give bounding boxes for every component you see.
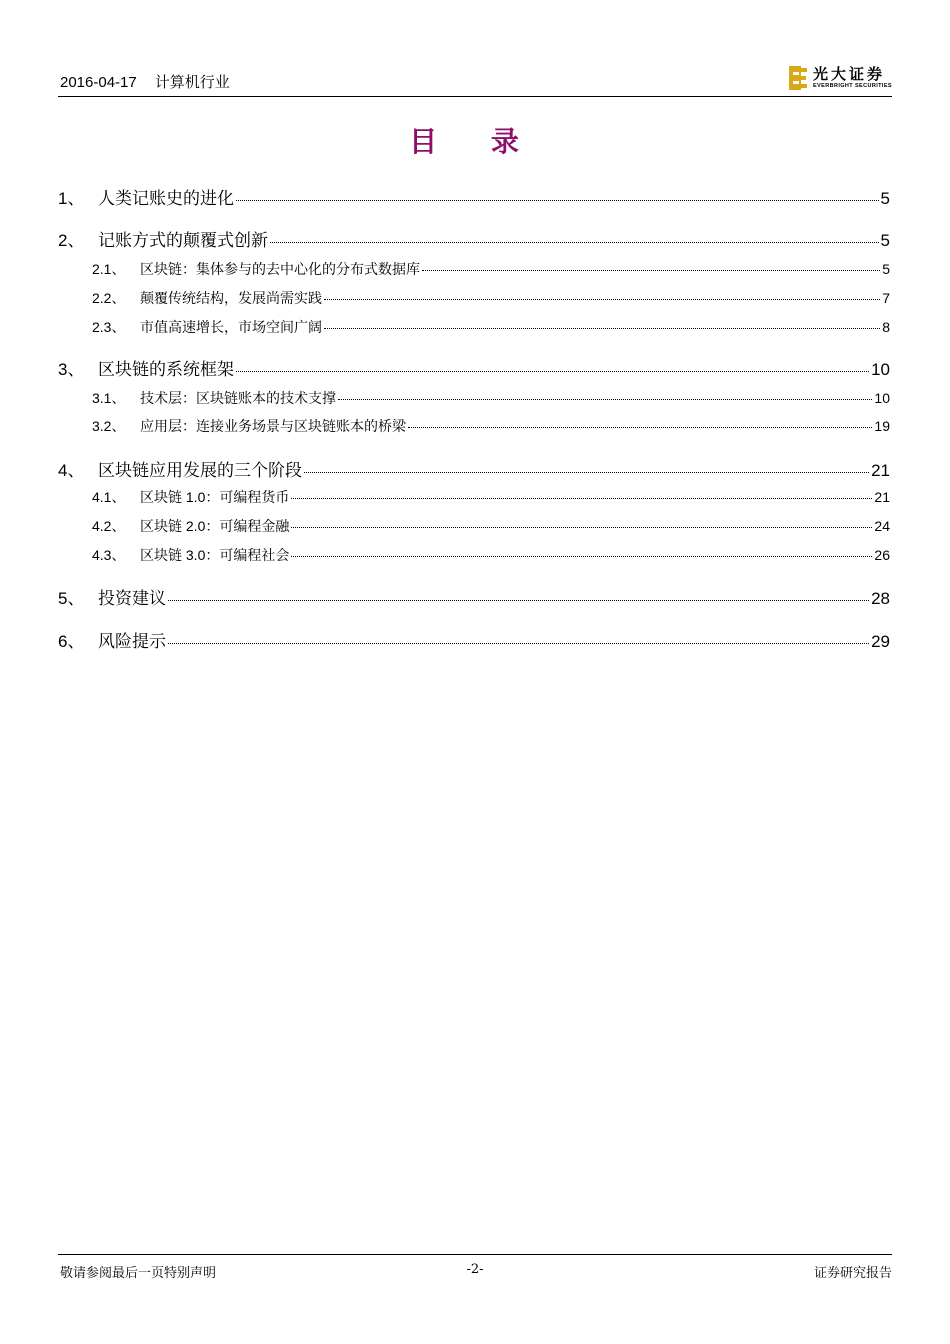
toc-subentry[interactable]: [58, 259, 890, 279]
toc-subentry[interactable]: [58, 288, 890, 308]
toc-entry-title: 人类记账史的进化: [98, 189, 234, 208]
page-header: [58, 56, 892, 97]
toc-page-number: 26: [874, 547, 890, 563]
toc-entry-number: 6、: [58, 632, 85, 651]
toc-page-number: 29: [871, 632, 890, 651]
toc-dot-leader: [168, 643, 869, 644]
toc-dot-leader: [304, 472, 869, 473]
toc-entry-title: 记账方式的颠覆式创新: [98, 231, 268, 250]
toc-entry-number: 4.3、: [92, 547, 126, 563]
footer-report-type: 证券研究报告: [813, 1266, 892, 1281]
toc-dot-leader: [291, 527, 872, 528]
toc-entry-number: 4.1、: [92, 489, 126, 505]
toc-entry-number: 2、: [58, 231, 85, 250]
toc-entry-title: 颠覆传统结构，发展尚需实践: [140, 290, 322, 306]
logo-english-name: EVERBRIGHT SECURITIES: [813, 83, 892, 89]
toc-entry-number: 5、: [58, 589, 85, 608]
toc-page-number: 21: [871, 461, 890, 480]
toc-page-number: 24: [874, 518, 890, 534]
toc-page-number: 10: [871, 360, 890, 379]
toc-subentry[interactable]: [58, 516, 890, 536]
toc-entry[interactable]: [58, 355, 890, 380]
toc-page-number: 19: [874, 418, 890, 434]
toc-subentry[interactable]: [58, 487, 890, 507]
toc-page-number: 21: [874, 489, 890, 505]
toc-entry-number: 3.2、: [92, 418, 126, 434]
toc-entry-title: 区块链 2.0：可编程金融: [140, 518, 290, 534]
toc-entry[interactable]: [58, 226, 890, 251]
toc-entry-title: 区块链 1.0：可编程货币: [140, 489, 290, 505]
toc-entry-title: 区块链 3.0：可编程社会: [140, 547, 290, 563]
toc-entry-number: 2.1、: [92, 261, 126, 277]
toc-entry-title: 投资建议: [98, 589, 166, 608]
toc-dot-leader: [236, 200, 879, 201]
toc-subentry[interactable]: [58, 317, 890, 337]
toc-dot-leader: [324, 299, 880, 300]
report-date: 2016-04-17: [60, 74, 137, 91]
toc-entry-title: 技术层：区块链账本的技术支撑: [140, 390, 336, 406]
page-footer: [58, 1254, 892, 1281]
toc-entry[interactable]: [58, 584, 890, 609]
toc-entry-title: 区块链：集体参与的去中心化的分布式数据库: [140, 261, 420, 277]
toc-entry-number: 2.2、: [92, 290, 126, 306]
header-text: [60, 71, 230, 92]
toc-subentry[interactable]: [58, 416, 890, 436]
toc-page-number: 5: [882, 261, 890, 277]
toc-entry[interactable]: [58, 184, 890, 209]
toc-dot-leader: [236, 371, 869, 372]
toc-dot-leader: [291, 556, 872, 557]
toc-dot-leader: [408, 427, 872, 428]
logo-chinese-name: 光大证券: [813, 65, 886, 83]
toc-entry-title: 应用层：连接业务场景与区块链账本的桥梁: [140, 418, 406, 434]
toc-page-number: 5: [880, 231, 890, 250]
toc-page-number: 28: [871, 589, 890, 608]
toc-dot-leader: [422, 270, 880, 271]
company-logo: [789, 60, 892, 90]
toc-dot-leader: [324, 328, 880, 329]
toc-entry-number: 1、: [58, 189, 85, 208]
toc-dot-leader: [338, 399, 872, 400]
toc-entry-number: 4.2、: [92, 518, 126, 534]
toc-subentry[interactable]: [58, 545, 890, 565]
page-number: -2-: [466, 1262, 484, 1277]
toc-dot-leader: [168, 600, 869, 601]
toc-dot-leader: [291, 498, 872, 499]
toc-page-number: 10: [874, 390, 890, 406]
toc-entry[interactable]: [58, 456, 890, 481]
industry-label: 计算机行业: [154, 74, 230, 91]
toc-title: 目 录: [409, 125, 541, 158]
toc-entry-number: 3、: [58, 360, 85, 379]
toc-page-number: 5: [880, 189, 890, 208]
toc-page-number: 8: [882, 319, 890, 335]
toc-dot-leader: [270, 242, 879, 243]
toc-entry-number: 3.1、: [92, 390, 126, 406]
toc-entry-title: 风险提示: [98, 632, 166, 651]
footer-disclaimer: 敬请参阅最后一页特别声明: [60, 1266, 217, 1281]
toc-page-number: 7: [882, 290, 890, 306]
toc-entry-number: 4、: [58, 461, 85, 480]
toc-entry-number: 2.3、: [92, 319, 126, 335]
everbright-logo-icon: [789, 66, 807, 90]
toc-subentry[interactable]: [58, 388, 890, 408]
toc-entry-title: 区块链的系统框架: [98, 360, 234, 379]
toc-entry-title: 区块链应用发展的三个阶段: [98, 461, 302, 480]
toc-entry-title: 市值高速增长，市场空间广阔: [140, 319, 322, 335]
toc-entry[interactable]: [58, 627, 890, 652]
